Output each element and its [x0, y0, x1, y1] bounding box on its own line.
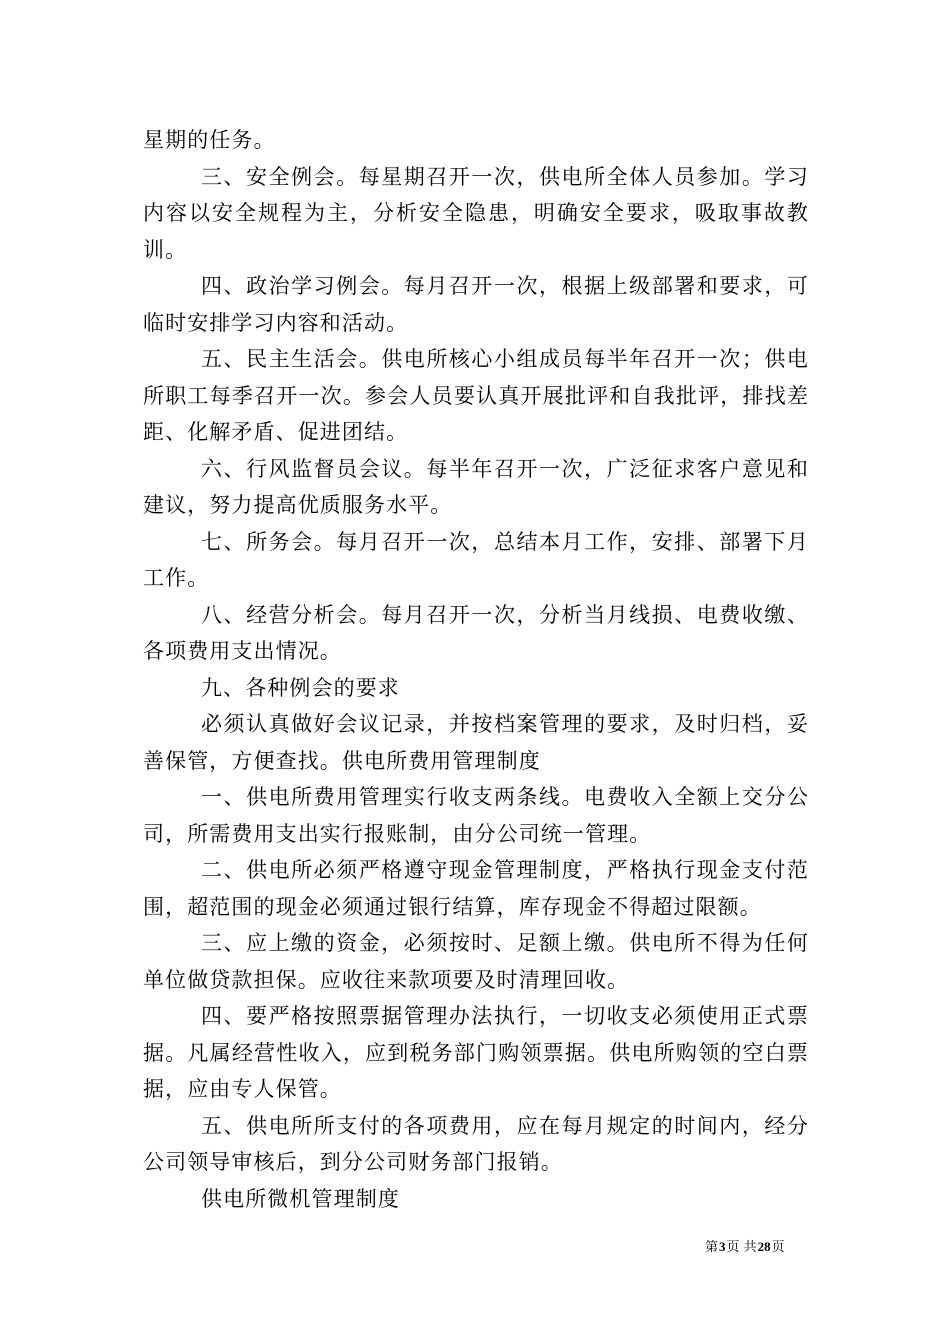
paragraph-3: 四、政治学习例会。每月召开一次，根据上级部署和要求，可临时安排学习内容和活动。 [143, 274, 809, 335]
paragraph-5: 六、行风监督员会议。每半年召开一次，广泛征求客户意见和建议，努力提高优质服务水平。 [143, 456, 809, 517]
footer-prefix: 第 [705, 1240, 719, 1255]
paragraph-15: 供电所微机管理制度 [201, 1186, 400, 1211]
paragraph-11: 二、供电所必须严格遵守现金管理制度，严格执行现金支付范围，超范围的现金必须通过银行结算，库存现金不得超过限额。 [143, 858, 809, 919]
paragraph-12: 三、应上缴的资金，必须按时、足额上缴。供电所不得为任何单位做贷款担保。应收往来款项要及时清理回收。 [143, 931, 809, 992]
footer-middle: 页 共 [726, 1240, 757, 1255]
paragraph-8: 九、各种例会的要求 [201, 675, 400, 700]
paragraph-10: 一、供电所费用管理实行收支两条线。电费收入全额上交分公司，所需费用支出实行报账制，由分公司统一管理。 [143, 785, 809, 846]
current-page-number: 3 [719, 1239, 726, 1254]
paragraph-9: 必须认真做好会议记录，并按档案管理的要求，及时归档，妥善保管，方便查找。供电所费用管理制度 [143, 712, 809, 773]
paragraph-1: 星期的任务。 [143, 128, 276, 152]
paragraph-2: 三、安全例会。每星期召开一次，供电所全体人员参加。学习内容以安全规程为主，分析安全隐患，明确安全要求，吸取事故教训。 [143, 164, 809, 262]
footer-suffix: 页 [771, 1240, 785, 1255]
paragraph-14: 五、供电所所支付的各项费用，应在每月规定的时间内，经分公司领导审核后，到分公司财务部门报销。 [143, 1113, 809, 1174]
paragraph-7: 八、经营分析会。每月召开一次，分析当月线损、电费收缴、各项费用支出情况。 [143, 602, 809, 663]
paragraph-6: 七、所务会。每月召开一次，总结本月工作，安排、部署下月工作。 [143, 529, 809, 590]
paragraph-13: 四、要严格按照票据管理办法执行，一切收支必须使用正式票据。凡属经营性收入，应到税务部门购领票据。供电所购领的空白票据，应由专人保管。 [143, 1004, 809, 1101]
total-pages-number: 28 [757, 1239, 771, 1254]
paragraph-4: 五、民主生活会。供电所核心小组成员每半年召开一次；供电所职工每季召开一次。参会人员要认真开展批评和自我批评，排找差距、化解矛盾、促进团结。 [143, 347, 809, 444]
document-body [143, 122, 809, 1217]
page-number-footer [705, 1238, 785, 1257]
